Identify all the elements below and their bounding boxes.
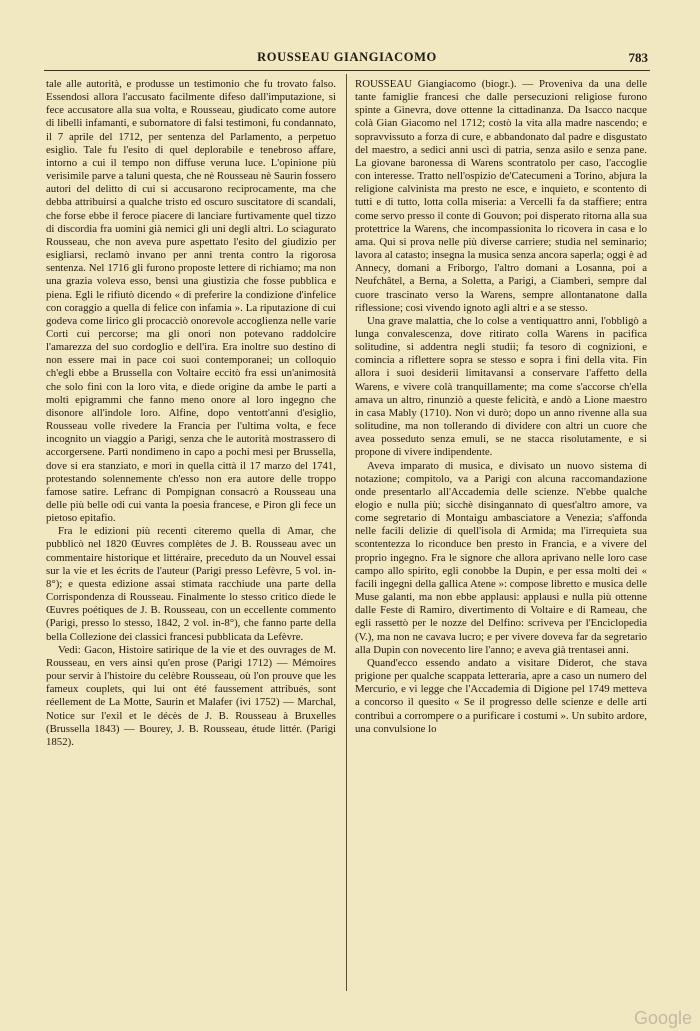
header-rule: [44, 70, 650, 71]
left-paragraph-2: Fra le edizioni più recenti citeremo quella di Amar, che pubblicò nel 1820 Œuvres complètes de J. B. Rousseau avec un commentaire historique et littéraire, preceduto da un Nouvel essai sur la vie et les écrits de l'auteur (Parigi presso Lefèvre, 5 vol. in-8°); e questa edizione assai stimata racchiude una parte della Corrispondenza di Rousseau. Finalmente lo stesso critico diede le Œuvres poétiques de J. B. Rousseau, con un eccellente commento (Parigi, presso lo stesso, 1842, 2 vol. in-8°), che fanno parte della bella Collezione dei classici francesi pubblicata da Lefèvre.: [46, 525, 336, 643]
right-paragraph-2: Una grave malattia, che lo colse a ventiquattro anni, l'obbligò a lunga convalescenza, dove ritirato colla Warens in pacifica solitudine, si addentra negli studii; fa tesoro di cognizioni, e comincia a riflettere sopra se stesso e sopra i fini della vita. Fin allora i suoi desiderii limitavansi a conservare l'affetto della Warens, e vivere colà tranquillamente; ma come s'accorse ch'ella amava un altro, rinunziò a queste felicità, e andò a Lione maestro in casa Mably (1710). Non vi durò; dopo un anno rivenne alla sua solitudine, ma non tollerando di dividere con altri un cuore che avea posseduto senza emuli, se ne stacca risolutamente, e si propone di vivere indipendente.: [355, 314, 647, 459]
left-column: [46, 78, 336, 749]
left-paragraph-3: Vedi: Gacon, Histoire satirique de la vie et des ouvrages de M. Rousseau, en vers ainsi qu'en prose (Parigi 1712) — Mémoires pour servir à l'histoire du celèbre Rousseau, où l'on prouve que les fameux couplets, qui lui ont été faussement attribués, sont réellement de La Motte, Saurin et Malafer (ivi 1752) — Marchal, Notice sur l'exil et le décès de J. B. Rousseau à Bruxelles (Brussella 1843) — Bourey, J. B. Rousseau, étude littér. (Parigi 1852).: [46, 643, 336, 748]
google-watermark: Google: [633, 1008, 692, 1028]
page-number: 783: [628, 50, 648, 65]
right-paragraph-4: Quand'ecco essendo andato a visitare Diderot, che stava prigione per qualche scappata letteraria, apre a caso un numero del Mercurio, e vi legge che l'Accademia di Digione pel 1749 metteva a concorso il quesito « Se il progresso delle scienze e delle arti contribuì a corrompere o a purificare i costumi ». Un subito ardore, una convulsione lo: [355, 656, 647, 735]
right-paragraph-1: ROUSSEAU Giangiacomo (biogr.). — Proveniva da una delle tante famiglie francesi che dalle persecuzioni religiose furono spinte a Ginevra, dove ottenne la cittadinanza. Da Isacco nacque colà Gian Giacomo nel 1712; costò la vita alla madre nascendo; e sopravvissuto a forza di cure, e abbandonato dal padre e disgustato del maestro, a sedici anni uscì di patria, senza asilo e senza pane. La giovane baronessa di Warens scontratolo per caso, l'accoglie con interesse. Tratto nell'ospizio de'Catecumeni a Torino, abjura la religione calvinista ma presto ne esce, e inquieto, e scontento di tutti e di tutto, lotta colla miseria: a Vercelli fa da staffiere; entra come servo presso il conte di Gouvon; poi disperato ritorna alla sua protettrice la Warens, che incompassionita lo ricovera in casa e lo ama. Qui si prova nelle più diverse carriere; studia nel seminario; lavora al catasto; insegna la musica senza ancora saperla; oggi è ad Annecy, domani a Friborgo, l'altro domani a Losanna, poi a Neufchâtel, a Berna, a Soletta, a Parigi, a Ciamberì, sempre dal cuore trascinato verso la Warens, sempre allontanatone dalla riflessione; così vivendo ignoto agli altri e a se stesso.: [355, 78, 647, 314]
column-divider: [346, 74, 347, 991]
running-header: [46, 50, 648, 70]
running-title: ROUSSEAU GIANGIACOMO: [257, 50, 437, 64]
left-paragraph-1: tale alle autorità, e produsse un testimonio che fu trovato falso. Essendosi allora l'accusato facilmente difeso dall'imputazione, si fece accusatore alla sua volta, e Rousseau, giudicato come autore di libelli infamanti, e subornatore di falsi testimoni, fu condannato, il 7 aprile del 1712, per sentenza del Parlamento, a perpetuo esiglio. Tale fu l'esito di quel deplorabile e tenebroso affare, intorno a cui il tempo non diffuse veruna luce. L'opinione più verisimile parve a taluni questa, che nè Rousseau nè Saurin fossero autori del delitto di cui si accusarono reciprocamente, ma che debba attribuirsi a qualche tristo ed oscuro suscitatore di scandali, che forse ebbe il feroce piacere di lanciare furtivamente quel tizzo di discordia fra uomini già nemici gli uni degli altri. Lo sciagurato Rousseau, che non aveva pure aspettato l'esito del giudizio per esigliarsi, reclamò invano per anni trenta contro la rigorosa sentenza. Nel 1716 gli furono proposte lettere di richiamo; ma non una grazia voleva esso, bensì una giustizia che fosse pubblica e piena. Egli le rifiutò dicendo « di preferire la condizione d'infelice con coraggio a quella di felice con infamia ». La riputazione di cui godeva come lirico gli procacciò onorevole accoglienza nelle varie Corti cui percorse; ma gli onori non potevano raddolcire l'amarezza del suo cordoglio e dell'ira. Era inoltre suo destino di non essere mai in pace coi suoi contemporanei; un colloquio ch'egli ebbe a Brussella con Voltaire eccitò fra essi un'animosità che solo finì con la loro vita, e diede origine da ambe le parti a molti epigrammi che fanno meno onore al loro ingegno che disonore all'indole loro. Alfine, dopo ventott'anni d'esiglio, Rousseau volle rivedere la Francia per l'ultima volta, e fece incognito un viaggio a Parigi, senza che le autorità mostrassero di accorgersene. Partì nondimeno in capo a pochi mesi per Brussella, dove si era stanziato, e morì in quella città il 17 marzo del 1741, protestando solennemente ch'esso non era autore delle troppo famose satire. Lefranc di Pompignan consacrò a Rousseau una delle più belle odi cui vanta la poesia francese, e Piron gli fece un pietoso epitafio.: [46, 78, 336, 525]
right-paragraph-3: Aveva imparato di musica, e divisato un nuovo sistema di notazione; compitolo, va a Parigi con alcuna raccomandazione onde presentarlo all'Accademia delle scienze. N'ebbe qualche elogio e nulla più; sicchè disingannato di quest'altro amore, va come segretario di Montaigu ambasciatore a Venezia; s'affonda nelle facili delizie di quell'isola di Armida; ma l'irrequieta sua scontentezza lo riconduce ben presto in Francia, e a vivere del proprio ingegno. Fra le signore che allora aprivano nelle loro case campo allo spirito, egli conobbe la Dupin, e per essa molti dei « facili ingegni della gallica Atene »: compose libretto e musica delle Muse galanti, ma non ebbe applausi: applausi e nulla più ottenne dalle Feste di Ramiro, divertimento di Voltaire e di Rameau, che egli rassettò per le nozze del Delfino: scriveva per l'Enciclopedia (V.), ma non ne cavava lucro; e per vivere doveva far da segretario alla Dupin con novecento lire l'anno; e aveva già trentasei anni.: [355, 459, 647, 656]
right-column: [355, 78, 647, 736]
